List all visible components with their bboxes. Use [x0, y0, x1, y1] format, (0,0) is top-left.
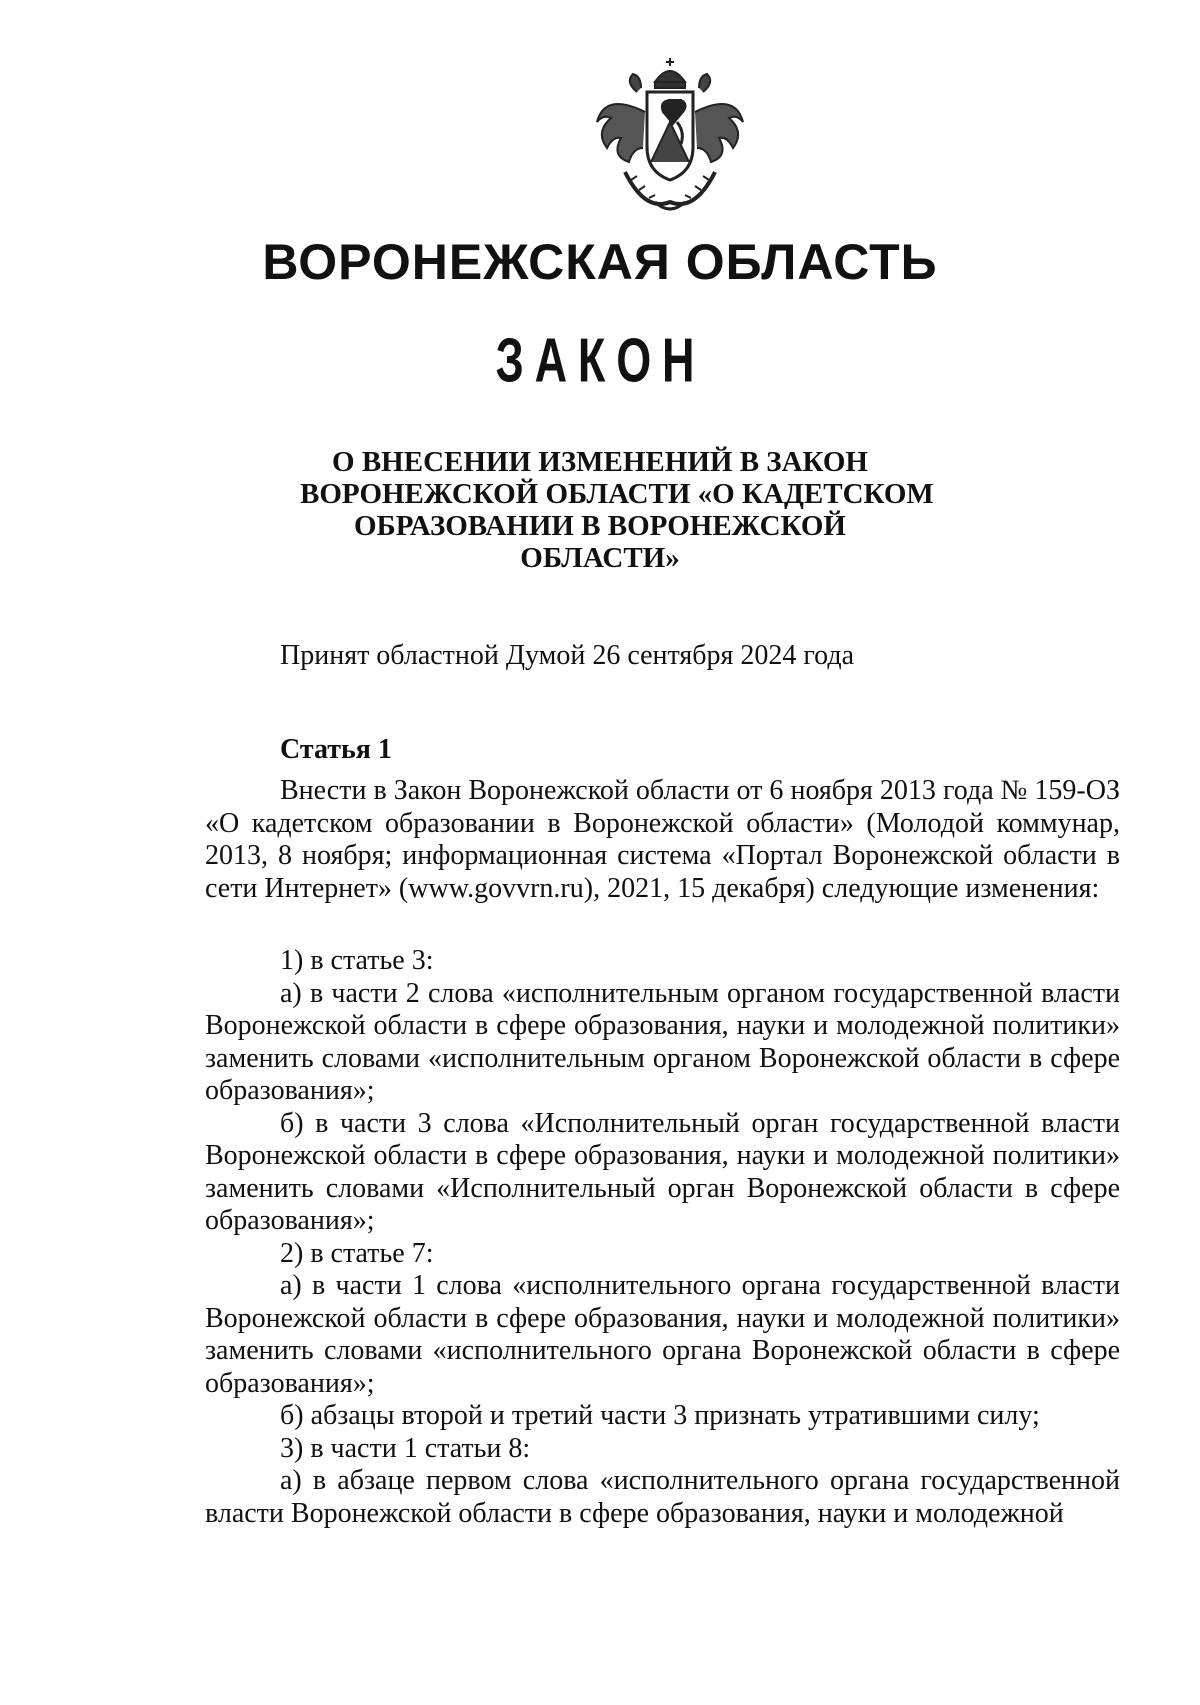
region-title: ВОРОНЕЖСКАЯ ОБЛАСТЬ [262, 234, 938, 290]
law-title-line: ОБЛАСТИ» [520, 542, 680, 574]
item-2a: а) в части 1 слова «исполнительного органа государственной власти Воронежской области в сфере образования, науки и молодежной политики» заменить словами «исполнительного органа Воронежской области в сфере образования»; [205, 1270, 1120, 1399]
adoption-note: Принят областной Думой 26 сентября 2024 года [280, 640, 855, 671]
item-3: 3) в части 1 статьи 8: [280, 1432, 531, 1464]
article-intro [205, 775, 1120, 905]
article-heading: Статья 1 [280, 734, 392, 765]
coat-of-arms-emblem [585, 52, 755, 222]
law-heading-text: ЗАКОН [495, 325, 705, 395]
law-title-line: О ВНЕСЕНИИ ИЗМЕНЕНИЙ В ЗАКОН [332, 446, 868, 478]
article-intro-text: Внести в Закон Воронежской области от 6 ноября 2013 года № 159-ОЗ «О кадетском образовании в Воронежской области» (Молодой коммунар, 2013, 8 ноября; информационная система «Портал Воронежской области в сети Интернет» (www.govvrn.ru), 2021, 15 декабря) следующие изменения: [205, 775, 1120, 904]
law-title [300, 446, 934, 574]
law-heading [0, 325, 1200, 395]
article-items [205, 945, 1120, 1530]
item-1a: а) в части 2 слова «исполнительным органом государственной власти Воронежской области в сфере образования, науки и молодежной политики» заменить словами «исполнительным органом Воронежской области в сфере образования»; [205, 977, 1120, 1106]
law-title-line: ОБРАЗОВАНИИ В ВОРОНЕЖСКОЙ [353, 510, 846, 542]
item-2: 2) в статье 7: [280, 1237, 434, 1269]
law-title-line: ВОРОНЕЖСКОЙ ОБЛАСТИ «О КАДЕТСКОМ [300, 478, 934, 510]
item-2b: б) абзацы второй и третий части 3 признать утратившими силу; [280, 1400, 1040, 1431]
item-1b: б) в части 3 слова «Исполнительный орган государственной власти Воронежской области в сфере образования, науки и молодежной политики» заменить словами «Исполнительный орган Воронежской области в сфере образования»; [205, 1107, 1120, 1236]
item-1: 1) в статье 3: [280, 945, 434, 976]
item-3a: а) в абзаце первом слова «исполнительного органа государственной власти Воронежской области в сфере образования, науки и молодежной [205, 1465, 1120, 1529]
